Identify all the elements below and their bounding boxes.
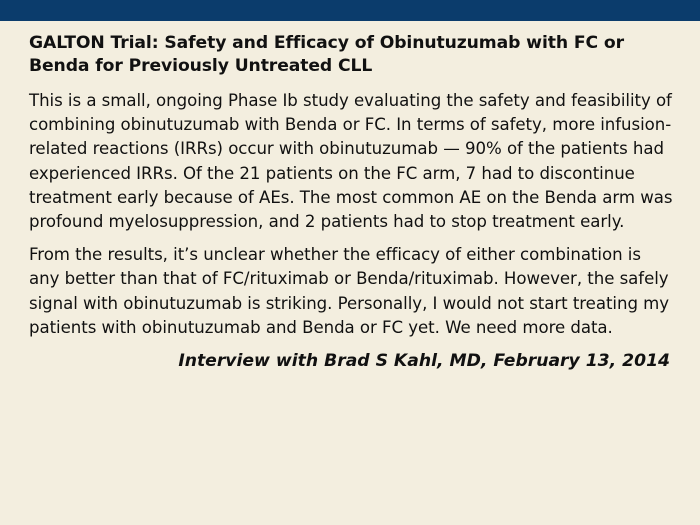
slide-title-line-1: GALTON Trial: Safety and Efficacy of Obinutuzumab with FC or bbox=[29, 33, 625, 53]
slide-content bbox=[29, 32, 674, 373]
slide-title-line-2: Benda for Previously Untreated CLL bbox=[29, 56, 373, 76]
body-paragraph-2: From the results, it’s unclear whether the efficacy of either combination is any better than that of FC/rituximab or Benda/rituximab. However, the safely signal with obinutuzumab is striking. Personally, I would not start treating my patients with obinutuzumab and Benda or FC yet. We need more data. bbox=[29, 245, 670, 337]
body-paragraph-1: This is a small, ongoing Phase Ib study evaluating the safety and feasibility of combining obinutuzumab with Benda or FC. In terms of safety, more infusion-related reactions (IRRs) occur with obinutuzumab — 90% of the patients had experienced IRRs. Of the 21 patients on the FC arm, 7 had to discontinue treatment early because of AEs. The most common AE on the Benda arm was profound myelosuppression, and 2 patients had to stop treatment early. bbox=[29, 91, 673, 232]
interview-citation: Interview with Brad S Kahl, MD, February 13, 2014 bbox=[178, 351, 670, 372]
header-bar bbox=[0, 0, 700, 21]
slide-title bbox=[29, 32, 674, 78]
